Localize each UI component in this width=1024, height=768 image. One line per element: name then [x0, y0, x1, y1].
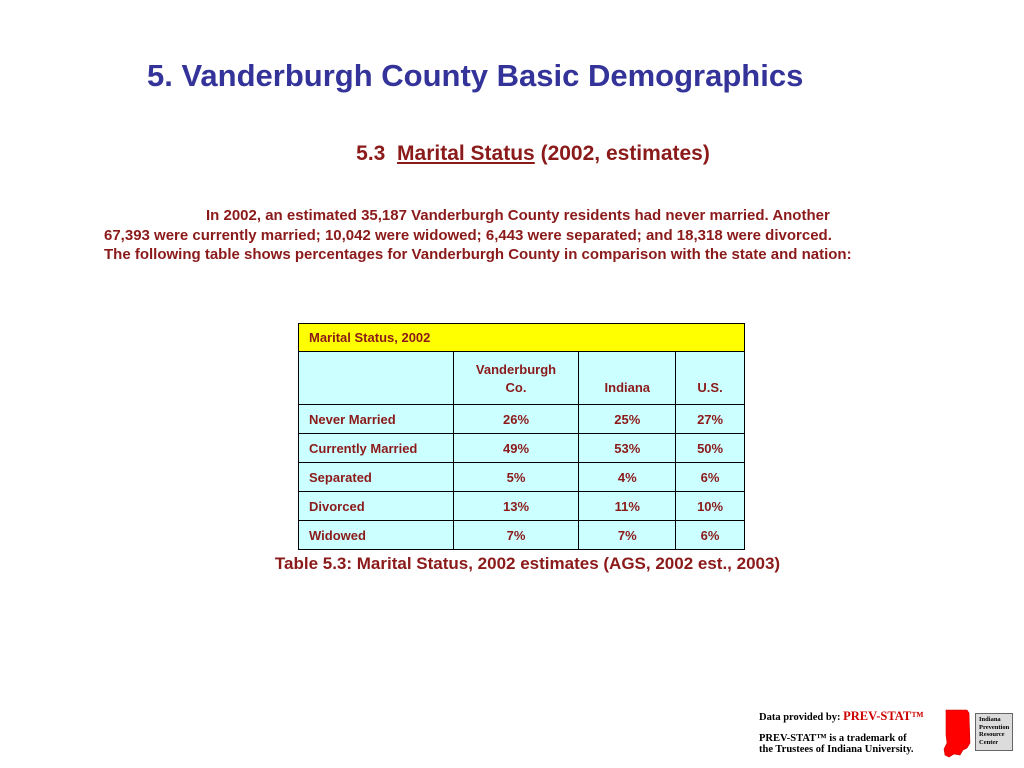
cell-nation: 10% [676, 492, 745, 521]
section-topic: Marital Status [397, 142, 535, 165]
table-caption-text: Table 5.3: Marital Status, 2002 estimates (AGS, 2002 est., 2003) [274, 554, 781, 573]
summary-paragraph [104, 206, 984, 265]
cell-county: 26% [453, 405, 579, 434]
section-number: 5.3 [356, 142, 386, 165]
credit-brand: PREV-STAT™ [843, 709, 924, 723]
iprc-logo-line: Center [979, 738, 999, 746]
row-label: Divorced [299, 492, 454, 521]
header-nation: U.S. [676, 352, 745, 405]
cell-state: 4% [579, 463, 676, 492]
section-note: (2002, estimates) [540, 142, 710, 165]
credit-provided-by: Data provided by: [759, 712, 841, 723]
table-row [299, 521, 745, 550]
cell-nation: 27% [676, 405, 745, 434]
cell-state: 11% [579, 492, 676, 521]
cell-county: 13% [453, 492, 579, 521]
indiana-map-icon [940, 707, 974, 759]
summary-line-3: The following table shows percentages for Vanderburgh County in comparison with the state and nation: [104, 246, 852, 263]
summary-line-2: 67,393 were currently married; 10,042 were widowed; 6,443 were separated; and 18,318 were divorced. [104, 226, 832, 244]
header-county-line1: Vanderburgh [475, 362, 557, 377]
data-credit [759, 711, 949, 756]
iprc-logo [975, 713, 1013, 751]
iprc-logo-line: Prevention [979, 723, 1010, 731]
table-row [299, 463, 745, 492]
cell-county: 49% [453, 434, 579, 463]
cell-county: 7% [453, 521, 579, 550]
cell-state: 25% [579, 405, 676, 434]
table-caption-row [299, 324, 745, 352]
table-header-row [299, 352, 745, 405]
row-label: Currently Married [299, 434, 454, 463]
row-label: Separated [299, 463, 454, 492]
row-label: Widowed [299, 521, 454, 550]
cell-nation: 50% [676, 434, 745, 463]
cell-state: 53% [579, 434, 676, 463]
marital-status-table [298, 323, 745, 550]
table-row [299, 434, 745, 463]
header-county-line2: Co. [505, 380, 527, 395]
header-blank [299, 352, 454, 405]
summary-line-1: In 2002, an estimated 35,187 Vanderburgh County residents had never married. Another [206, 207, 830, 224]
table-row [299, 492, 745, 521]
cell-nation: 6% [676, 463, 745, 492]
trademark-line-1: PREV-STAT™ is a trademark of [759, 732, 907, 744]
header-state: Indiana [579, 352, 676, 405]
table-row [299, 405, 745, 434]
iprc-logo-line: Resource [979, 731, 1005, 738]
row-label: Never Married [299, 405, 454, 434]
section-subtitle [0, 142, 1024, 166]
cell-county: 5% [453, 463, 579, 492]
header-county [453, 352, 579, 405]
iprc-logo-line: Indiana [979, 716, 1001, 723]
cell-nation: 6% [676, 521, 745, 550]
trademark-line-2: the Trustees of Indiana University. [759, 744, 914, 755]
slide-title: 5. Vanderburgh County Basic Demographics [147, 58, 804, 93]
table-caption: Marital Status, 2002 [299, 324, 745, 352]
cell-state: 7% [579, 521, 676, 550]
